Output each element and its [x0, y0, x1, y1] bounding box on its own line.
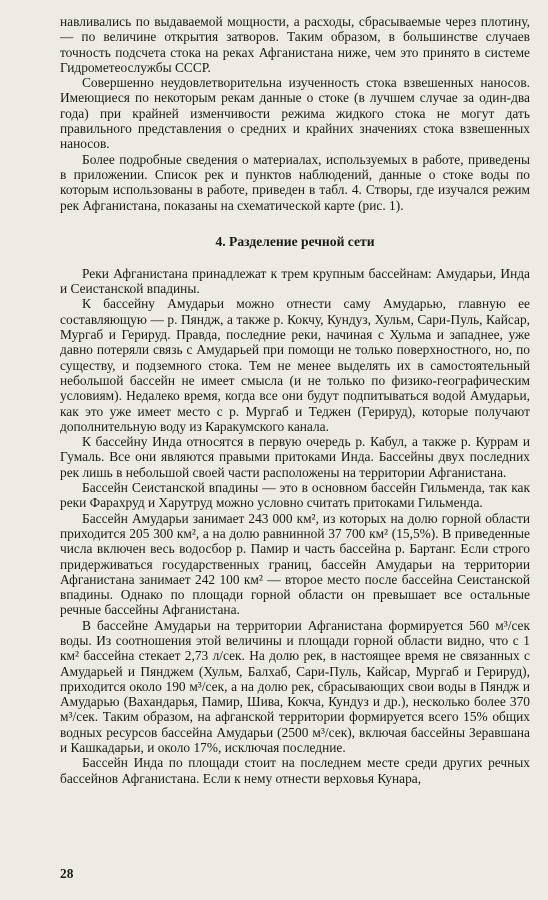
paragraph: В бассейне Амударьи на территории Афганистана формируется 560 м³/сек воды. Из соотношения этой величины и площади горной области видно, что с 1 км² бассейна стекает 2,73 л/сек. На долю рек, в настоящее время не связанных с Амударьей и Пянджем (Хульм, Балхаб, Сари-Пуль, Кайсар, Мургаб и Герируд), приходится около 190 м³/сек, а на долю рек, сбрасывающих свои воды в Пяндж и Амударью (Вахандарья, Памир, Шива, Кокча, Кундуз и др.), несколько более 370 м³/сек. Таким образом, на афганской территории формируется всего 15% общих водных ресурсов бассейна Амударьи (2500 м³/сек), включая бассейны Зеравшана и Кашкадарьи, и около 17%, исключая последние. — [60, 617, 530, 756]
paragraph: Совершенно неудовлетворительна изученность стока взвешенных наносов. Имеющиеся по некоторым рекам данные о стоке (в лучшем случае за один-два года) при крайней изменчивости режима жидкого стока не могут дать правильного представления о средних и крайних значениях стока взвешенных наносов. — [60, 75, 530, 152]
paragraph: Бассейн Инда по площади стоит на последнем месте среди других речных бассейнов Афганистана. Если к нему отнести верховья Кунара, — [60, 755, 530, 786]
section-heading: 4. Разделение речной сети — [215, 233, 375, 249]
paragraph: К бассейну Амударьи можно отнести саму Амударью, главную ее составляющую — р. Пяндж, а также р. Кокчу, Кундуз, Хульм, Сари-Пуль, Кайсар, Мургаб и Герируд. Правда, последние реки, начиная с Хульма и западнее, уже давно потеряли связь с Амударьей при помощи не только поверхностного, но, по существу, и подземного стока. Тем не менее выделять их в самостоятельный небольшой бассейн не имеет смысла (и не только по физико-географическим условиям). Недалеко время, когда все они будут подпитываться водой Амударьи, как это уже имеет место с р. Мургаб и Теджен (Герируд), которые получают дополнительную воду из Каракумского канала. — [60, 296, 530, 434]
paragraph: навливались по выдаваемой мощности, а расходы, сбрасываемые через плотину, — по величине открытия затворов. Таким образом, в большинстве случаев точность подсчета стока на реках Афганистана ниже, чем это принято в системе Гидрометеослужбы СССР. — [60, 14, 530, 75]
paragraph: Более подробные сведения о материалах, используемых в работе, приведены в приложении. Список рек и пунктов наблюдений, данные о стоке воды по которым использованы в работе, приведен в табл. 4. Створы, где изучался режим рек Афганистана, показаны на схематической карте (рис. 1). — [60, 151, 530, 213]
paragraph: Бассейн Сеистанской впадины — это в основном бассейн Гильменда, так как реки Фарахруд и Харутруд можно условно считать притоками Гильменда. — [60, 480, 530, 511]
paragraph: К бассейну Инда относятся в первую очередь р. Кабул, а также р. Куррам и Гумаль. Все они являются правыми притоками Инда. Бассейны двух последних рек лишь в небольшой своей части расположены на территории Афганистана. — [60, 434, 530, 480]
paragraph: Бассейн Амударьи занимает 243 000 км², из которых на долю горной области приходится 205 300 км², а на долю равнинной 37 700 км² (15,5%). В приведенные числа включен весь водосбор р. Памир и часть бассейна р. Бартанг. Если строго придерживаться государственных границ, бассейн Амударьи на территории Афганистана занимает 242 100 км² — второе место после бассейна Сеистанской впадины. Однако по площади горной области он превышает все остальные речные бассейны Афганистана. — [60, 510, 530, 618]
page-number: 28 — [60, 866, 74, 881]
paragraph: Реки Афганистана принадлежат к трем крупным бассейнам: Амударьи, Инда и Сеистанской впадины. — [60, 265, 530, 297]
body-text — [60, 14, 530, 786]
